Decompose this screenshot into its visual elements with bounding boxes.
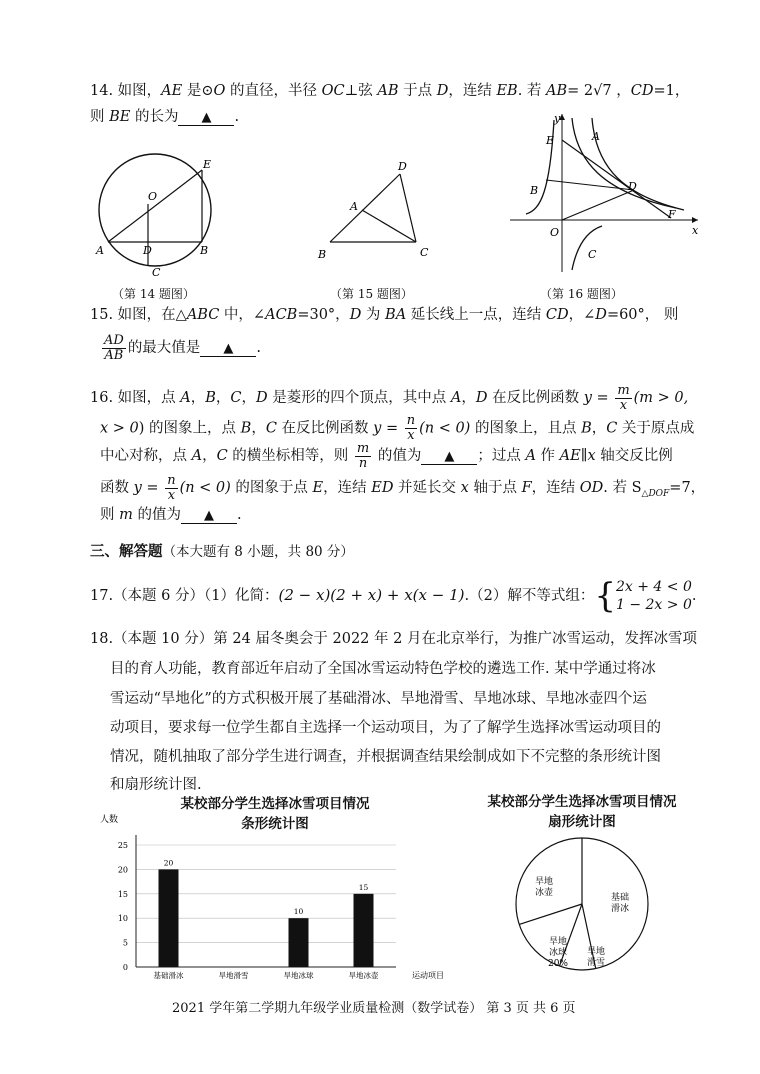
- label-a: A: [96, 244, 104, 257]
- bar: [354, 894, 374, 967]
- q17-expression: (2 − x)(2 + x) + x(x − 1): [278, 586, 465, 604]
- q16-caption: （第 16 题图）: [540, 287, 623, 301]
- q15-figure: [312, 158, 442, 268]
- inequality-system: 2x + 4 < 0 1 − 2x > 0: [615, 579, 692, 613]
- q18-line6: 和扇形统计图.: [110, 777, 202, 793]
- segment-ac: [362, 210, 416, 242]
- label-b: B: [200, 244, 209, 257]
- pie-slice-label-line: 旱地: [534, 877, 554, 887]
- pie-slice-label-line: 冰球: [548, 948, 568, 958]
- q15-line2: $\frac{AD}{AB}$ 的最大值是 ▲ .: [104, 332, 261, 363]
- diameter-ae: [108, 170, 202, 242]
- label-e: E: [546, 134, 555, 147]
- y-tick-label: 15: [117, 889, 128, 899]
- q18-line3: 雪运动“旱地化”的方式积极开展了基础滑冰、旱地滑雪、旱地冰球、旱地冰壶四个运: [110, 691, 647, 707]
- pie-chart: [508, 832, 668, 982]
- q18-line5: 情况，随机抽取了部分学生进行调查，并根据调查结果绘制成如下不完整的条形统计图: [110, 749, 661, 765]
- bar: [289, 918, 309, 967]
- curve-n-q4: [572, 226, 602, 270]
- q14-line1: 14. 如图，AE 是⊙O 的直径，半径 OC⊥弦 AB 于点 D，连结 EB. 若 AB= 2√7 ，CD=1，: [90, 83, 690, 99]
- pie-slice-label: [548, 935, 568, 969]
- y-tick-label: 10: [117, 914, 128, 924]
- x-tick-label: 基础滑冰: [153, 971, 184, 980]
- label-y: y: [554, 112, 561, 125]
- q18-line1: 18.（本题 10 分）第 24 届冬奥会于 2022 年 2 月在北京举行，为推广冰雪运动，发挥冰雪项: [90, 631, 697, 647]
- curve-m-q1-outer: [592, 118, 684, 210]
- pie-slice-label: [611, 891, 629, 914]
- bar-value-label: 15: [358, 882, 369, 892]
- label-c: C: [588, 248, 597, 261]
- label-c: C: [420, 246, 429, 259]
- label-a: A: [350, 200, 358, 213]
- segment-bd: [330, 174, 400, 242]
- q18-line2: 目的育人功能，教育部近年启动了全国冰雪运动特色学校的遴选工作. 某中学通过将冰: [110, 661, 656, 677]
- q18-line4: 动项目，要求每一位学生都自主选择一个运动项目，为了了解学生选择冰雪运动项目的: [110, 720, 661, 736]
- pie-slice-label: [587, 945, 605, 968]
- q16-line3: 中心对称，点 A，C 的横坐标相等，则 $\frac{m}{n}$ 的值为 ▲ ；过点 A 作 AE∥x 轴交反比例: [100, 440, 673, 471]
- pie-chart-title: 某校部分学生选择冰雪项目情况 扇形统计图: [487, 794, 677, 830]
- pie-slice-label-line: 基础: [610, 893, 630, 903]
- q16-line1: 16. 如图，点 A，B，C，D 是菱形的四个顶点，其中点 A，D 在反比例函数 y = $\frac{m}{x}$ (m > 0,: [90, 382, 689, 413]
- q14-line2: 则 BE 的长为 ▲ .: [90, 109, 240, 125]
- y-tick-label: 20: [117, 865, 128, 875]
- bar-chart: [96, 810, 456, 985]
- label-o: O: [148, 190, 158, 203]
- y-tick-label: 0: [122, 963, 128, 972]
- q16-line2: x > 0) 的图象上，点 B，C 在反比例函数 y = $\frac{n}{x}$ (n < 0) 的图象上，且点 B，C 关于原点成: [100, 413, 695, 443]
- fraction-n-x: $\frac{n}{x}$: [167, 472, 176, 503]
- label-d: D: [628, 180, 637, 193]
- q14-caption: （第 14 题图）: [112, 287, 195, 301]
- pie-slice-label-line: 滑冰: [610, 904, 630, 914]
- pie-slice-label-line: 20%: [547, 959, 569, 969]
- section-3-heading: 三、解答题（本大题有 8 小题，共 80 分）: [90, 544, 354, 560]
- bar-value-label: 10: [293, 907, 304, 917]
- label-b: B: [530, 184, 539, 197]
- x-tick-label: 旱地冰球: [283, 971, 314, 980]
- fraction-m-x: $\frac{m}{x}$: [617, 382, 630, 413]
- label-o: O: [550, 226, 560, 239]
- q15-line1: 15. 如图，在△ABC 中，∠ACB=30°，D 为 BA 延长线上一点，连结 CD，∠D=60°， 则: [90, 307, 679, 323]
- segment-od: [562, 190, 634, 220]
- q17: 17.（本题 6 分）（1）化简：(2 − x)(2 + x) + x(x − 1).（2）解不等式组：{ 2x + 4 < 0 1 − 2x > 0 .: [90, 576, 697, 616]
- label-e: E: [203, 158, 212, 171]
- brace-icon: {: [594, 576, 616, 616]
- pie-slice-label-line: 旱地: [548, 937, 568, 947]
- q14-figure: [90, 150, 230, 280]
- x-axis-arrow-icon: [692, 217, 698, 223]
- label-a: A: [592, 130, 600, 143]
- fraction-ad-ab: $\frac{AD}{AB}$: [104, 332, 124, 363]
- y-tick-label: 25: [117, 841, 128, 850]
- x-axis-label: 运动项目: [412, 971, 444, 980]
- pie-slice-label-line: 滑雪: [586, 958, 606, 968]
- answer-blank: ▲: [421, 450, 477, 465]
- answer-blank: ▲: [181, 509, 237, 524]
- q16-figure: [506, 110, 706, 280]
- pie-slice-label-line: 旱地: [586, 947, 606, 957]
- bar: [159, 869, 179, 967]
- x-tick-label: 旱地滑雪: [218, 971, 249, 980]
- answer-blank: ▲: [178, 111, 234, 126]
- label-x: x: [692, 224, 699, 237]
- q16-line4: 函数 y = $\frac{n}{x}$ (n < 0) 的图象于点 E，连结 ED 并延长交 x 轴于点 F，连结 OD. 若 $S_{\triangle DOF}=7$，: [100, 472, 706, 503]
- fraction-m-n: $\frac{m}{n}$: [356, 440, 370, 471]
- segment-dc: [400, 174, 416, 242]
- label-c: C: [152, 266, 161, 279]
- bar-value-label: 20: [163, 858, 174, 868]
- segment-ef: [562, 140, 671, 218]
- bar-chart-title: 某校部分学生选择冰雪项目情况 条形统计图: [180, 796, 370, 832]
- y-tick-label: 5: [122, 938, 128, 948]
- page-footer: 2021 学年第二学期九年级学业质量检测（数学试卷） 第 3 页 共 6 页: [172, 1001, 576, 1016]
- pie-slice-label-line: 冰壶: [534, 888, 554, 898]
- q15-caption: （第 15 题图）: [330, 287, 413, 301]
- circle-o: [99, 154, 211, 266]
- label-d: D: [398, 160, 407, 173]
- label-b: B: [318, 248, 327, 261]
- x-tick-label: 旱地冰壶: [348, 971, 379, 980]
- fraction-n-x: $\frac{n}{x}$: [406, 413, 416, 443]
- y-axis-label: 人数: [100, 815, 119, 825]
- label-d: D: [143, 244, 152, 257]
- pie-slice-label: [535, 875, 553, 898]
- answer-blank: ▲: [200, 342, 256, 357]
- q16-line5: 则 m 的值为 ▲ .: [100, 507, 242, 523]
- label-f: F: [668, 208, 676, 221]
